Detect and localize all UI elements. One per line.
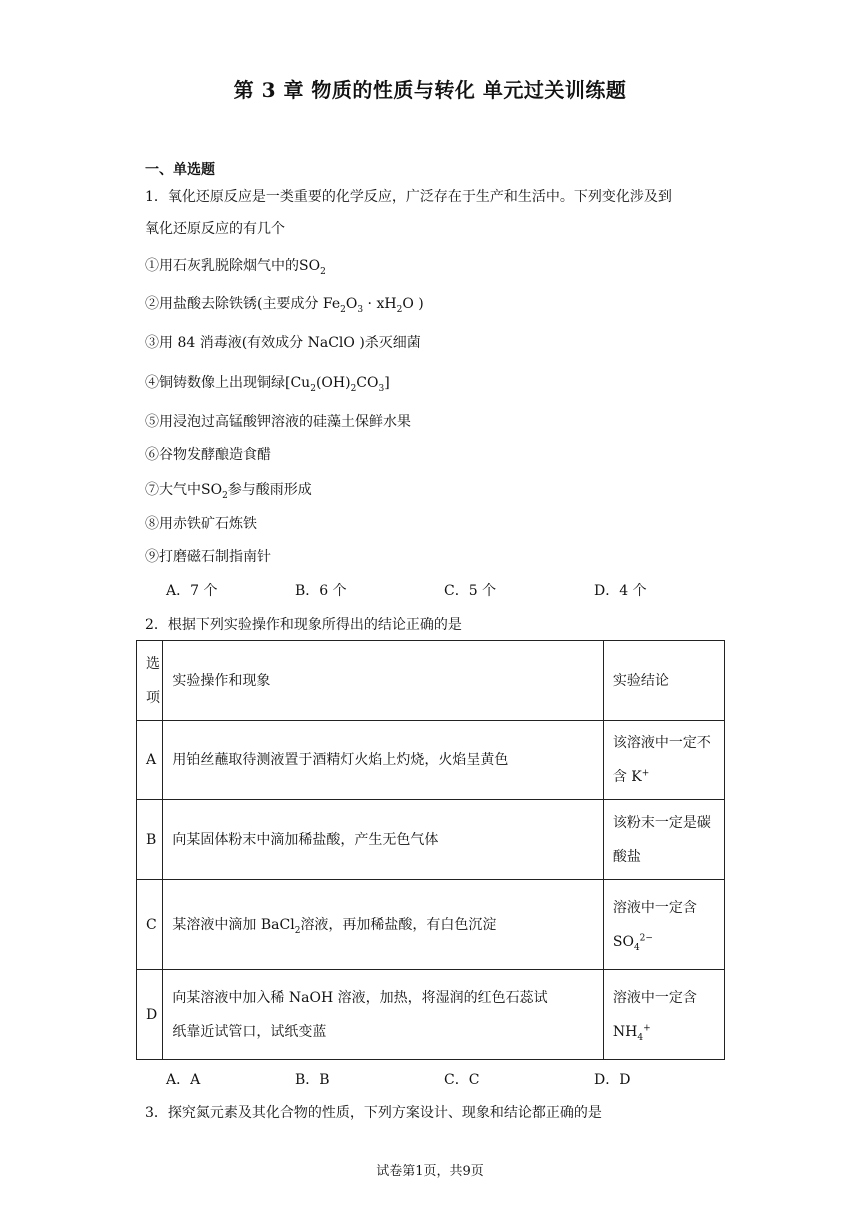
q1-option-c: C．5 个 — [444, 583, 497, 599]
q1-item-2: ②用盐酸去除铁锈(主要成分 $Fe_2O_3 \cdot xH_2O$ ) — [145, 296, 424, 315]
page-title: 第 3 章 物质的性质与转化 单元过关训练题 — [233, 78, 627, 102]
row-key: C — [137, 880, 163, 970]
q2-stem: 2．根据下列实验操作和现象所得出的结论正确的是 — [145, 617, 462, 633]
q3-stem: 3．探究氮元素及其化合物的性质，下列方案设计、现象和结论都正确的是 — [145, 1105, 602, 1121]
table-row — [137, 721, 725, 800]
table-row — [137, 800, 725, 880]
row-operation: 向某固体粉末中滴加稀盐酸，产生无色气体 — [163, 800, 603, 880]
q2-table — [136, 640, 725, 1060]
row-conclusion: 溶液中一定含 $SO_4^{2-}$ — [603, 880, 724, 970]
q1-item-9: ⑨打磨磁石制指南针 — [145, 549, 271, 565]
header-cell-conclusion: 实验结论 — [603, 641, 724, 721]
q1-stem-line2: 氧化还原反应的有几个 — [145, 221, 285, 237]
header-cell-option: 选 项 — [137, 641, 163, 721]
row-key: A — [137, 721, 163, 800]
table-row — [137, 970, 725, 1060]
q2-option-a: A．A — [166, 1072, 201, 1088]
q1-item-1: ①用石灰乳脱除烟气中的$SO_2$ — [145, 258, 326, 277]
q1-item-7: ⑦大气中$SO_2$参与酸雨形成 — [145, 482, 312, 501]
q2-option-b: B．B — [295, 1072, 330, 1088]
row-conclusion: 该粉末一定是碳 酸盐 — [603, 800, 724, 880]
section-heading: 一、单选题 — [145, 162, 215, 178]
q1-item-5: ⑤用浸泡过高锰酸钾溶液的硅藻土保鲜水果 — [145, 414, 411, 430]
row-operation: 用铂丝蘸取待测液置于酒精灯火焰上灼烧，火焰呈黄色 — [163, 721, 603, 800]
row-operation: 向某溶液中加入稀 NaOH 溶液，加热，将湿润的红色石蕊试 纸靠近试管口，试纸变蓝 — [163, 970, 603, 1060]
q1-option-b: B．6 个 — [295, 583, 347, 599]
table-header-row — [137, 641, 725, 721]
q2-option-d: D．D — [594, 1072, 631, 1088]
q1-option-d: D．4 个 — [594, 583, 647, 599]
row-conclusion: 该溶液中一定不 含 K+ — [603, 721, 724, 800]
q1-item-3: ③用 84 消毒液(有效成分 NaClO )杀灭细菌 — [145, 335, 421, 351]
page-footer: 试卷第1页，共9页 — [376, 1164, 484, 1179]
row-conclusion: 溶液中一定含 $NH_4^+$ — [603, 970, 724, 1060]
q1-item-6: ⑥谷物发酵酿造食醋 — [145, 447, 271, 463]
row-key: B — [137, 800, 163, 880]
q1-item-4: ④铜铸数像上出现铜绿$[Cu_2(OH)_2CO_3]$ — [145, 375, 390, 394]
header-cell-operation: 实验操作和现象 — [163, 641, 603, 721]
q1-stem-line1: 1．氧化还原反应是一类重要的化学反应，广泛存在于生产和生活中。下列变化涉及到 — [145, 189, 672, 205]
q1-item-8: ⑧用赤铁矿石炼铁 — [145, 516, 257, 532]
q1-option-a: A．7 个 — [166, 583, 218, 599]
q2-option-c: C．C — [444, 1072, 480, 1088]
table-row — [137, 880, 725, 970]
row-operation: 某溶液中滴加 BaCl$_2$溶液，再加稀盐酸，有白色沉淀 — [163, 880, 603, 970]
row-key: D — [137, 970, 163, 1060]
